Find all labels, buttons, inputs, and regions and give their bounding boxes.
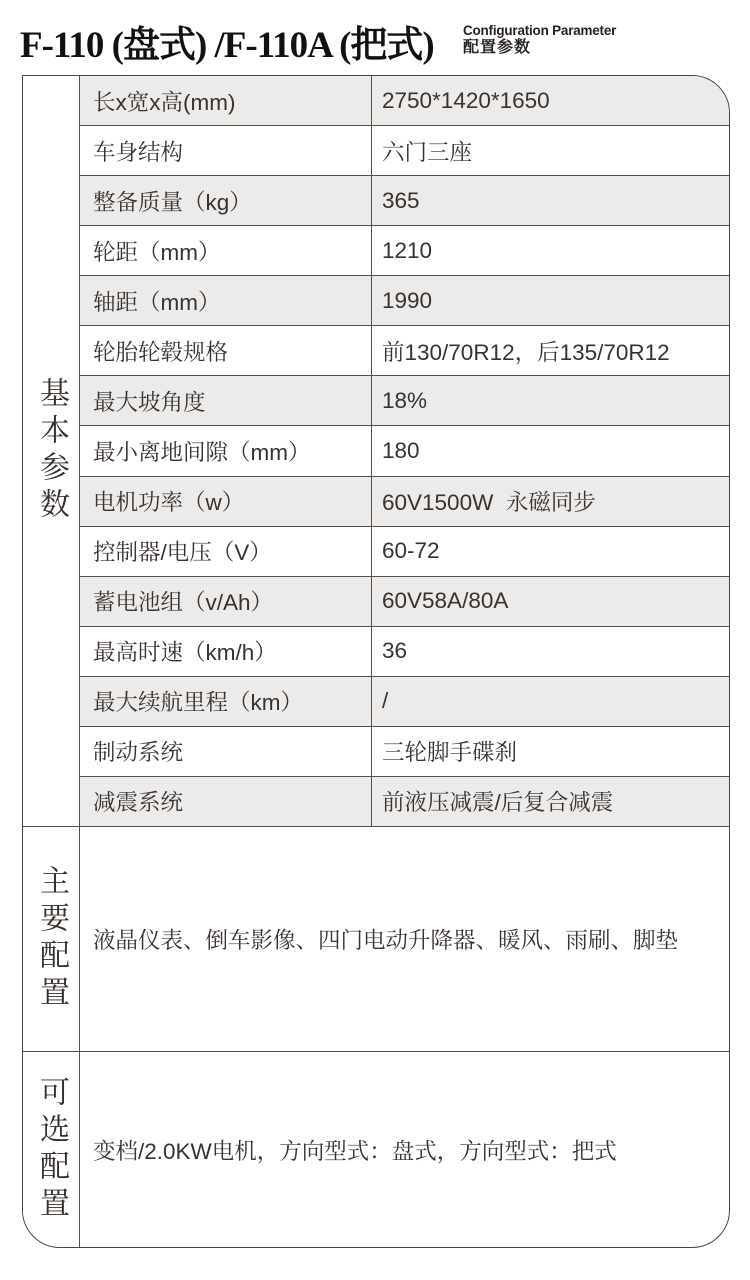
- spec-value-cell: 六门三座: [382, 139, 473, 165]
- spec-label-cell: 制动系统: [80, 727, 372, 776]
- spec-value-cell: 60V1500W 永磁同步: [382, 490, 596, 516]
- table-row: [80, 76, 729, 125]
- section-label-text: 主要配置: [35, 865, 68, 1013]
- table-row: [80, 576, 729, 626]
- section-label-text: 可选配置: [35, 1075, 68, 1224]
- spec-label-cell: 轴距（mm）: [80, 276, 372, 325]
- table-row: [80, 375, 729, 425]
- spec-label-cell: 轮胎轮毂规格: [80, 326, 372, 375]
- table-row: [80, 225, 729, 275]
- spec-label-cell: 车身结构: [80, 126, 372, 175]
- main-configuration-text: 液晶仪表、倒车影像、四门电动升降器、暖风、雨刷、脚垫: [93, 928, 679, 953]
- spec-value-cell: 60-72: [382, 538, 440, 564]
- spec-label-cell: 最大续航里程（km）: [80, 677, 372, 726]
- table-row: [80, 726, 729, 776]
- spec-value-cell: 18%: [382, 387, 428, 413]
- table-row: [80, 776, 729, 826]
- spec-label-cell: 轮距（mm）: [80, 226, 372, 275]
- spec-table: [22, 75, 730, 1248]
- spec-value-cell: 三轮脚手碟刹: [382, 740, 518, 766]
- section-label-main-configuration: [23, 827, 80, 1051]
- section-basic-parameters: [23, 76, 729, 826]
- spec-value-cell: 1990: [382, 287, 433, 313]
- spec-value-cell: 180: [382, 437, 420, 463]
- spec-label-cell: 控制器/电压（V）: [80, 527, 372, 576]
- table-row: [80, 325, 729, 375]
- section-label-text: 基本参数: [35, 377, 68, 525]
- table-row: [80, 175, 729, 225]
- spec-label-cell: 长x宽x高(mm): [80, 76, 372, 125]
- spec-label-cell: 蓄电池组（v/Ah）: [80, 577, 372, 626]
- page-subtitle: [463, 23, 623, 56]
- page-title: F-110 (盘式) /F-110A (把式): [20, 25, 434, 66]
- spec-label-cell: 整备质量（kg）: [80, 176, 372, 225]
- table-row: [80, 676, 729, 726]
- section-main-configuration: [23, 826, 729, 1051]
- section-label-basic-parameters: [23, 76, 80, 826]
- spec-value-cell: 60V58A/80A: [382, 588, 509, 614]
- table-row: [80, 476, 729, 526]
- subtitle-english: Configuration Parameter: [463, 22, 617, 38]
- section-optional-configuration: [23, 1051, 729, 1247]
- spec-value-cell: 2750*1420*1650: [382, 87, 550, 113]
- section-label-optional-configuration: [23, 1052, 80, 1247]
- page-header: [0, 0, 750, 75]
- table-row: [80, 125, 729, 175]
- spec-rows: [80, 76, 729, 826]
- spec-value-cell: 前液压减震/后复合减震: [382, 790, 614, 816]
- spec-value-cell: 前130/70R12，后135/70R12: [382, 339, 670, 365]
- basic-parameters-body: [80, 76, 729, 826]
- spec-value-cell: 365: [382, 187, 420, 213]
- optional-configuration-body: [80, 1052, 729, 1247]
- spec-value-cell: 1210: [382, 237, 433, 263]
- spec-value-cell: 36: [382, 638, 408, 664]
- spec-label-cell: 最小离地间隙（mm）: [80, 426, 372, 475]
- spec-label-cell: 最大坡角度: [80, 376, 372, 425]
- table-row: [80, 275, 729, 325]
- spec-label-cell: 减震系统: [80, 777, 372, 826]
- spec-value-cell: /: [382, 688, 389, 714]
- spec-label-cell: 最高时速（km/h）: [80, 627, 372, 676]
- optional-configuration-text: 变档/2.0KW电机，方向型式：盘式，方向型式：把式: [93, 1138, 617, 1164]
- spec-label-cell: 电机功率（w）: [80, 477, 372, 526]
- table-row: [80, 526, 729, 576]
- main-configuration-body: [80, 827, 729, 1051]
- subtitle-chinese: 配置参数: [463, 39, 532, 56]
- table-row: [80, 425, 729, 475]
- table-row: [80, 626, 729, 676]
